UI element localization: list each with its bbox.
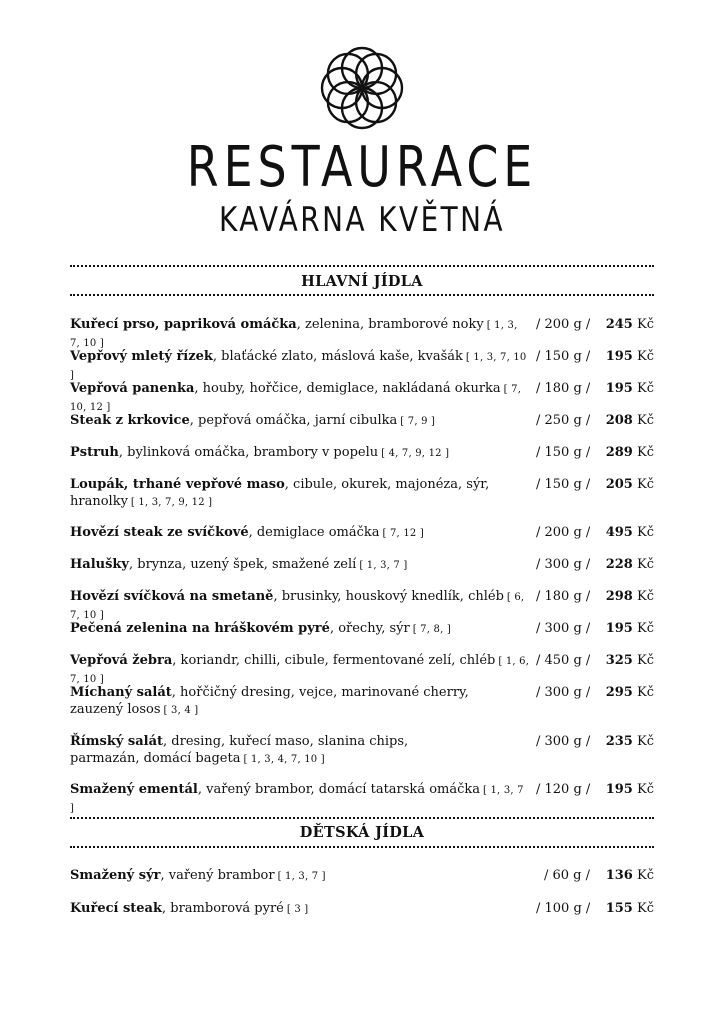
allergens: [ 7, 9 ] — [400, 416, 436, 427]
allergens: [ 1, 3, 7 ] — [359, 560, 408, 571]
dish-description: , dresing, kuřecí maso, slanina chips, parmazán, domácí bageta — [70, 734, 409, 766]
currency: Kč — [637, 525, 654, 540]
currency: Kč — [637, 381, 654, 396]
allergens: [ 1, 3, 7, 10 ] — [70, 320, 518, 349]
allergens: [ 7, 10, 12 ] — [70, 384, 522, 413]
allergens: [ 6, 7, 10 ] — [70, 592, 525, 621]
dish-price: 245 — [605, 317, 633, 332]
dish-price: 228 — [605, 557, 633, 572]
allergens: [ 3, 4 ] — [163, 705, 199, 716]
dish-description: , vařený brambor — [160, 868, 275, 883]
currency: Kč — [637, 868, 654, 883]
dish-description: , hořčičný dresing, vejce, marinované cherry, zauzený losos — [70, 685, 469, 717]
dish-price: 205 — [605, 477, 633, 492]
allergens: [ 7, 12 ] — [382, 528, 424, 539]
dish-description: , bramborová pyré — [162, 901, 284, 916]
section-title-kids: DĚTSKÁ JÍDLA — [299, 824, 425, 841]
flower-logo-icon — [316, 42, 408, 134]
dish-name: Pečená zelenina na hráškovém pyré — [70, 621, 330, 636]
dish-description: , brusinky, houskový knedlík, chléb — [273, 589, 504, 604]
dish-name: Pstruh — [70, 445, 119, 460]
dish-description: , zelenina, bramborové noky — [296, 317, 484, 332]
dish-weight: / 150 g / — [536, 349, 591, 364]
allergens: [ 7, 8, ] — [412, 624, 451, 635]
dish-name: Kuřecí prso, papriková omáčka — [70, 317, 297, 332]
allergens: [ 1, 3, 4, 7, 10 ] — [243, 754, 325, 765]
dish-name: Loupák, trhané vepřové maso — [70, 477, 285, 492]
currency: Kč — [637, 413, 654, 428]
allergens: [ 1, 3, 7 ] — [70, 785, 524, 814]
dish-price: 195 — [605, 621, 633, 636]
currency: Kč — [637, 349, 654, 364]
dish-name: Vepřová panenka — [70, 381, 195, 396]
restaurant-title: RESTAURACE — [186, 135, 538, 200]
dish-price: 235 — [605, 734, 633, 749]
dotted-divider — [70, 817, 654, 819]
dotted-divider — [70, 265, 654, 267]
currency: Kč — [637, 621, 654, 636]
dish-price: 155 — [605, 901, 633, 916]
dish-price: 325 — [605, 653, 633, 668]
dish-price: 195 — [605, 381, 633, 396]
dish-weight: / 100 g / — [536, 901, 591, 916]
allergens: [ 1, 3, 7 ] — [277, 871, 326, 882]
currency: Kč — [637, 317, 654, 332]
dish-price: 195 — [605, 782, 633, 797]
dish-weight: / 300 g / — [536, 557, 591, 572]
dish-weight: / 200 g / — [536, 525, 591, 540]
dish-description: , demiglace omáčka — [248, 525, 380, 540]
currency: Kč — [637, 685, 654, 700]
dish-name: Halušky — [70, 557, 129, 572]
dish-weight: / 180 g / — [536, 381, 591, 396]
dish-name: Míchaný salát — [70, 685, 172, 700]
dish-price: 295 — [605, 685, 633, 700]
dish-price: 195 — [605, 349, 633, 364]
currency: Kč — [637, 589, 654, 604]
dish-description: , vařený brambor, domácí tatarská omáčka — [197, 782, 481, 797]
dish-description: , pepřová omáčka, jarní cibulka — [189, 413, 398, 428]
dish-name: Steak z krkovice — [70, 413, 190, 428]
dish-weight: / 120 g / — [536, 782, 591, 797]
dish-name: Římský salát — [70, 734, 164, 749]
currency: Kč — [637, 653, 654, 668]
allergens: [ 4, 7, 9, 12 ] — [381, 448, 450, 459]
restaurant-subtitle: KAVÁRNA KVĚTNÁ — [219, 200, 505, 240]
dish-description: , blaťácké zlato, máslová kaše, kvašák — [212, 349, 463, 364]
allergens: [ 1, 3, 7, 9, 12 ] — [130, 497, 213, 508]
dish-description: , ořechy, sýr — [329, 621, 410, 636]
dish-weight: / 300 g / — [536, 734, 591, 749]
dish-price: 495 — [605, 525, 633, 540]
dish-weight: / 450 g / — [536, 653, 591, 668]
dish-weight: / 200 g / — [536, 317, 591, 332]
dish-name: Hovězí svíčková na smetaně — [70, 589, 274, 604]
dish-weight: / 300 g / — [536, 621, 591, 636]
dish-name: Smažený sýr — [70, 868, 161, 883]
currency: Kč — [637, 557, 654, 572]
dish-name: Vepřový mletý řízek — [70, 349, 213, 364]
dish-weight: / 60 g / — [543, 868, 590, 883]
currency: Kč — [637, 477, 654, 492]
allergens: [ 1, 3, 7, 10 ] — [70, 352, 527, 381]
dish-description: , brynza, uzený špek, smažené zelí — [128, 557, 357, 572]
dish-name: Kuřecí steak — [70, 901, 162, 916]
dish-weight: / 150 g / — [536, 445, 591, 460]
dish-name: Hovězí steak ze svíčkové — [70, 525, 249, 540]
dish-description: , cibule, okurek, majonéza, sýr, hranolky — [70, 477, 490, 509]
allergens: [ 3 ] — [286, 904, 309, 915]
dish-name: Smažený ementál — [70, 782, 198, 797]
dish-weight: / 150 g / — [536, 477, 591, 492]
currency: Kč — [637, 782, 654, 797]
currency: Kč — [637, 901, 654, 916]
dotted-divider — [70, 846, 654, 848]
section-title-main: HLAVNÍ JÍDLA — [301, 273, 423, 290]
dish-name: Vepřová žebra — [70, 653, 173, 668]
dish-description: , koriandr, chilli, cibule, fermentované zelí, chléb — [172, 653, 496, 668]
dish-price: 289 — [605, 445, 633, 460]
allergens: [ 1, 6, 7, 10 ] — [70, 656, 530, 685]
dish-description: , bylinková omáčka, brambory v popelu — [118, 445, 379, 460]
dish-price: 136 — [605, 868, 633, 883]
currency: Kč — [637, 734, 654, 749]
dish-weight: / 180 g / — [536, 589, 591, 604]
dish-weight: / 250 g / — [536, 413, 591, 428]
dish-price: 208 — [605, 413, 633, 428]
dish-price: 298 — [605, 589, 633, 604]
currency: Kč — [637, 445, 654, 460]
dish-weight: / 300 g / — [536, 685, 591, 700]
dotted-divider — [70, 294, 654, 296]
dish-description: , houby, hořčice, demiglace, nakládaná okurka — [194, 381, 501, 396]
